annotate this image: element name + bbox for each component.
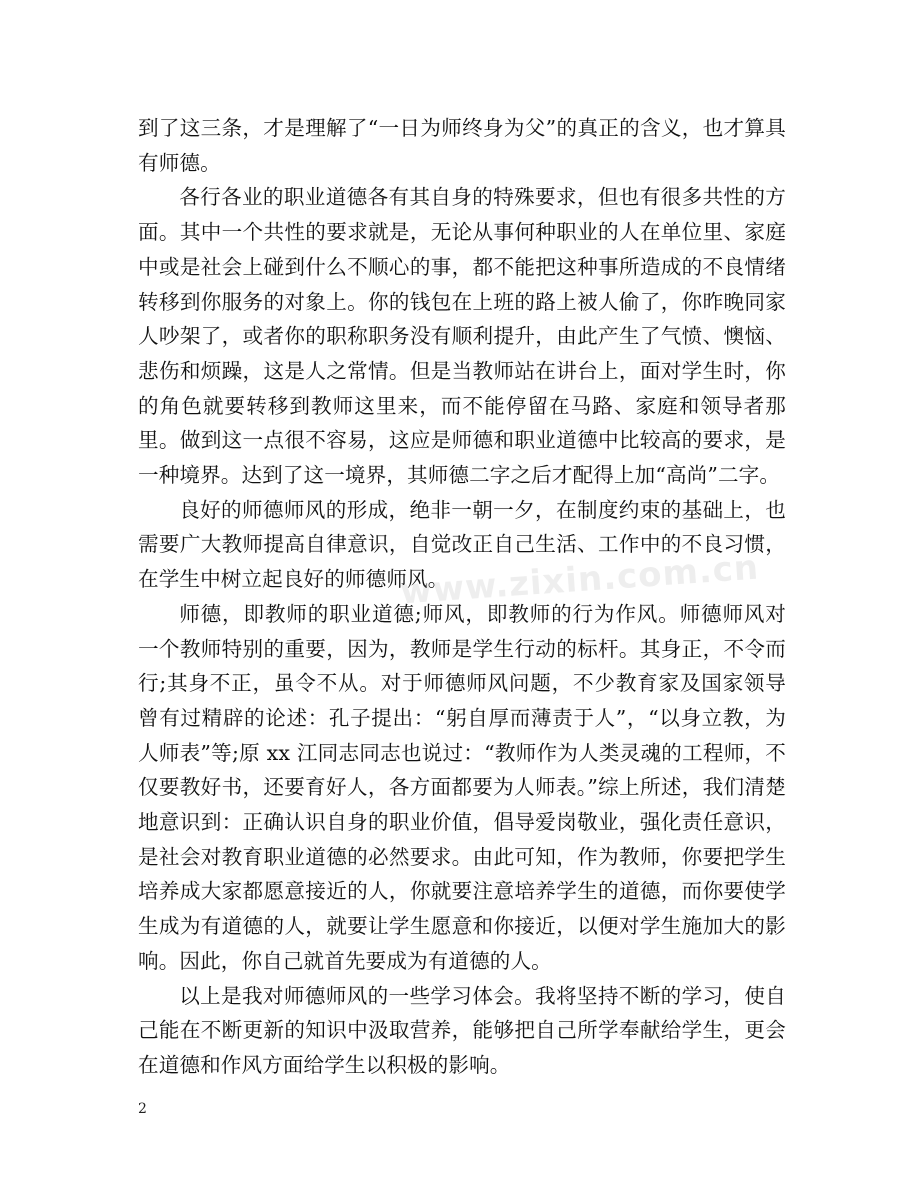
paragraph-teacher-conduct-formation: 良好的师德师风的形成，绝非一朝一夕，在制度约束的基础上，也需要广大教师提高自律意识，自觉改正自己生活、工作中的不良习惯，在学生中树立起良好的师德师风。 [138,497,786,592]
paragraph-definition-of-teacher-ethics: 师德，即教师的职业道德;师风，即教师的行为作风。师德师风对一个教师特别的重要，因为，教师是学生行动的标杆。其身正，不令而行;其身不正，虽令不从。对于师德师风问题，不少教育家及国家领导曾有过精辟的论述：孔子提出：“躬自厚而薄责于人”，“以身立教，为人师表”等;原 xx 江同志同志也说过：“教师作为人类灵魂的工程师，不仅要教好书，还要育好人，各方面都要为人师表。”综上所述，我们清楚地意识到：正确认识自身的职业价值，倡导爱岗敬业，强化责任意识，是社会对教育职业道德的必然要求。由此可知，作为教师，你要把学生培养成大家都愿意接近的人，你就要注意培养学生的道德，而你要使学生成为有道德的人，就要让学生愿意和你接近，以便对学生施加大的影响。因此，你自己就首先要成为有道德的人。 [138,601,786,973]
paragraph-professional-ethics: 各行各业的职业道德各有其自身的特殊要求，但也有很多共性的方面。其中一个共性的要求就是，无论从事何种职业的人在单位里、家庭中或是社会上碰到什么不顺心的事，都不能把这种事所造成的不良情绪转移到你服务的对象上。你的钱包在上班的路上被人偷了，你昨晚同家人吵架了，或者你的职称职务没有顺利提升，由此产生了气愤、懊恼、悲伤和烦躁，这是人之常情。但是当教师站在讲台上，面对学生时，你的角色就要转移到教师这里来，而不能停留在马路、家庭和领导者那里。做到这一点很不容易，这应是师德和职业道德中比较高的要求，是一种境界。达到了这一境界，其师德二字之后才配得上加“高尚”二字。 [138,185,786,488]
paragraph-conclusion: 以上是我对师德师风的一些学习体会。我将坚持不断的学习，使自己能在不断更新的知识中汲取营养，能够把自己所学奉献给学生，更会在道德和作风方面给学生以积极的影响。 [138,983,786,1077]
document-body [138,111,786,1083]
page-number: 2 [138,1101,147,1117]
paragraph-continuation: 到了这三条，才是理解了“一日为师终身为父”的真正的含义，也才算具有师德。 [138,116,786,175]
watermark: www.zixin.com.cn [399,547,761,613]
